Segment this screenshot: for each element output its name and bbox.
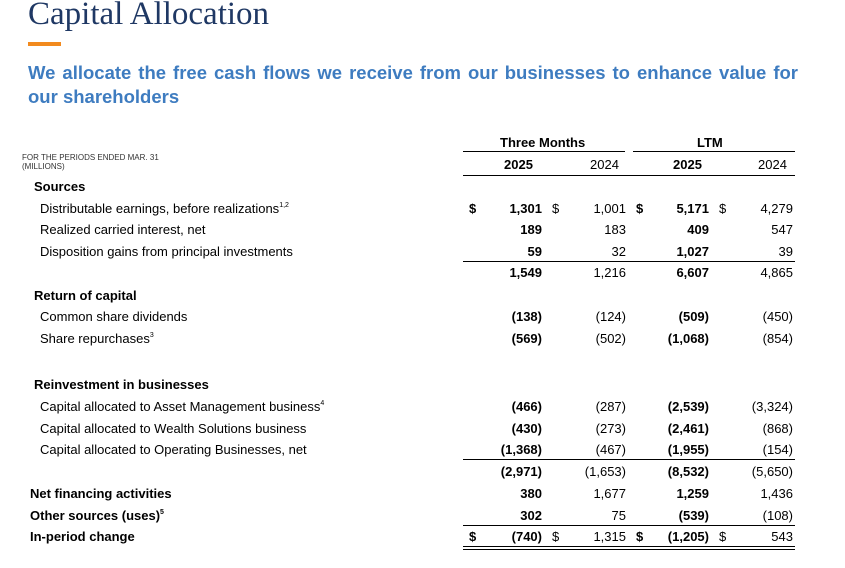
cell-ltm-2024: (868) (762, 421, 793, 436)
table-row (0, 399, 845, 419)
row-label-text: Share repurchases (40, 331, 150, 346)
cell-ltm-2024: 543 (771, 529, 793, 544)
cell-ltm-2024: (854) (762, 331, 793, 346)
cell-ltm-2025: 1,259 (676, 486, 709, 501)
cell-ltm-2024: (5,650) (751, 464, 793, 479)
cell-3m-2025: (466) (511, 399, 542, 414)
cell-3m-2024: 1,677 (593, 486, 626, 501)
cell-3m-2025: 189 (520, 222, 542, 237)
cell-ltm-2025: (539) (678, 508, 709, 523)
year-3m-2024: 2024 (590, 157, 619, 172)
cell-ltm-2025: (1,068) (667, 331, 709, 346)
cell-3m-2025: (430) (511, 421, 542, 436)
row-label-text: Capital allocated to Asset Management business (40, 399, 321, 414)
cell-ltm-2024: 4,865 (760, 265, 793, 280)
header-three-months: Three Months (500, 135, 586, 150)
section-label: Sources (34, 179, 86, 194)
row-label: Capital allocated to Wealth Solutions business (40, 421, 307, 436)
header-bottom-rule (463, 175, 795, 176)
row-label (40, 399, 324, 414)
footnote-ref: 3 (149, 332, 154, 339)
cell-ltm-2025: (509) (678, 309, 709, 324)
cell-3m-2025: (1,368) (500, 442, 542, 457)
table-row-subtotal (0, 464, 845, 484)
row-label: In-period change (30, 529, 135, 544)
cell-ltm-2025: (1,955) (667, 442, 709, 457)
cell-ltm-2024: (154) (762, 442, 793, 457)
row-label: Net financing activities (30, 486, 172, 501)
currency-sign: $ (552, 201, 560, 216)
row-label-text: Other sources (uses) (30, 508, 161, 523)
table-row (0, 331, 845, 351)
subtotal-rule (463, 459, 795, 460)
double-underline (463, 546, 795, 550)
cell-ltm-2025: 6,607 (676, 265, 709, 280)
row-label (40, 331, 154, 346)
cell-3m-2025: 1,301 (509, 201, 542, 216)
row-label: Disposition gains from principal investments (40, 244, 293, 259)
cell-3m-2025: 302 (520, 508, 542, 523)
row-label (40, 201, 289, 216)
cell-ltm-2025: 1,027 (676, 244, 709, 259)
period-caption (22, 153, 159, 171)
currency-sign: $ (469, 529, 477, 544)
currency-sign: $ (469, 201, 477, 216)
table-row (0, 309, 845, 329)
total-rule (463, 525, 795, 526)
title-accent-bar (28, 42, 61, 46)
footnote-ref: 5 (160, 509, 164, 516)
cell-3m-2024: (1,653) (584, 464, 626, 479)
cell-ltm-2024: (108) (762, 508, 793, 523)
cell-3m-2024: (273) (595, 421, 626, 436)
cell-3m-2025: 1,549 (509, 265, 542, 280)
cell-ltm-2025: (2,539) (667, 399, 709, 414)
header-rule-ltm (633, 151, 795, 152)
cell-ltm-2024: 4,279 (760, 201, 793, 216)
cell-3m-2025: (569) (511, 331, 542, 346)
cell-3m-2025: 59 (527, 244, 542, 259)
cell-ltm-2024: 1,436 (760, 486, 793, 501)
cell-ltm-2025: (2,461) (667, 421, 709, 436)
cell-3m-2024: 75 (611, 508, 626, 523)
cell-3m-2024: 1,001 (593, 201, 626, 216)
section-return-of-capital (0, 288, 845, 308)
subtotal-rule (463, 261, 795, 262)
period-line: FOR THE PERIODS ENDED MAR. 31 (22, 153, 159, 162)
row-label (30, 508, 164, 523)
footnote-ref: 4 (320, 400, 325, 407)
cell-3m-2024: (467) (595, 442, 626, 457)
section-label: Return of capital (34, 288, 137, 303)
currency-sign: $ (636, 529, 644, 544)
year-3m-2025: 2025 (504, 157, 533, 172)
section-reinvestment (0, 377, 845, 397)
cell-3m-2024: (124) (595, 309, 626, 324)
year-ltm-2025: 2025 (673, 157, 702, 172)
table-row-subtotal (0, 265, 845, 285)
currency-sign: $ (552, 529, 560, 544)
section-sources (0, 179, 845, 199)
cell-ltm-2024: (3,324) (751, 399, 793, 414)
cell-ltm-2025: 409 (687, 222, 709, 237)
cell-ltm-2024: 39 (778, 244, 793, 259)
currency-sign: $ (719, 529, 727, 544)
row-label: Capital allocated to Operating Businesses, net (40, 442, 307, 457)
cell-ltm-2025: 5,171 (676, 201, 709, 216)
cell-3m-2024: 1,315 (593, 529, 626, 544)
cell-3m-2024: 183 (604, 222, 626, 237)
year-ltm-2024: 2024 (758, 157, 787, 172)
currency-sign: $ (719, 201, 727, 216)
cell-ltm-2025: (8,532) (667, 464, 709, 479)
cell-ltm-2024: (450) (762, 309, 793, 324)
footnote-ref: 1,2 (279, 202, 289, 209)
header-ltm: LTM (697, 135, 723, 150)
cell-ltm-2025: (1,205) (667, 529, 709, 544)
cell-3m-2025: (740) (511, 529, 542, 544)
page-title: Capital Allocation (28, 0, 270, 32)
table-row (0, 201, 845, 221)
table-row (0, 486, 845, 506)
section-label: Reinvestment in businesses (34, 377, 209, 392)
currency-sign: $ (636, 201, 644, 216)
header-rule-three-months (463, 151, 625, 152)
row-label-text: Distributable earnings, before realizations (40, 201, 280, 216)
cell-3m-2024: (502) (595, 331, 626, 346)
cell-3m-2025: (138) (511, 309, 542, 324)
row-label: Realized carried interest, net (40, 222, 206, 237)
cell-ltm-2024: 547 (771, 222, 793, 237)
page-subtitle: We allocate the free cash flows we receive from our businesses to enhance value for our shareholders (28, 62, 798, 107)
cell-3m-2024: 1,216 (593, 265, 626, 280)
row-label: Common share dividends (40, 309, 188, 324)
units-line: (MILLIONS) (22, 162, 65, 171)
table-row (0, 421, 845, 441)
table-row (0, 222, 845, 242)
cell-3m-2025: (2,971) (500, 464, 542, 479)
cell-3m-2024: 32 (611, 244, 626, 259)
cell-3m-2024: (287) (595, 399, 626, 414)
cell-3m-2025: 380 (520, 486, 542, 501)
